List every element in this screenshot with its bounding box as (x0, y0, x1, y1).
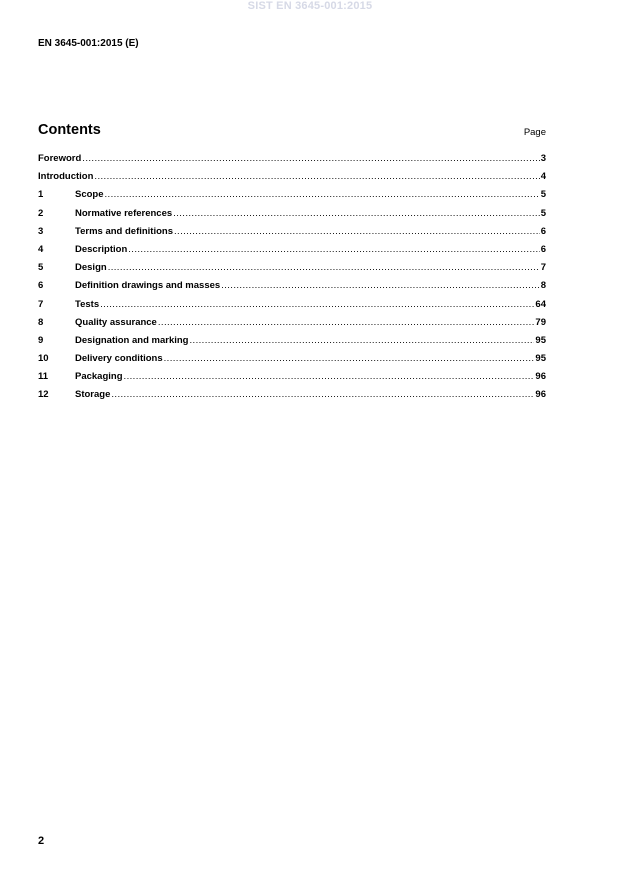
toc-dot-leader (111, 389, 534, 400)
toc-entry-delivery-conditions[interactable] (38, 353, 546, 371)
toc-dot-leader (221, 280, 540, 291)
toc-entry-designation-and-marking[interactable] (38, 335, 546, 353)
toc-entry-definition-drawings-and-masses[interactable] (38, 280, 546, 298)
toc-entry-page: 8 (540, 280, 546, 292)
toc-entry-title: Designation and marking (75, 334, 189, 346)
toc-entry-number: 10 (38, 353, 49, 365)
contents-heading: Contents (38, 122, 101, 138)
toc-entry-terms-and-definitions[interactable] (38, 226, 546, 244)
toc-entry-title: Delivery conditions (75, 353, 163, 365)
toc-entry-design[interactable] (38, 262, 546, 280)
toc-dot-leader (108, 262, 540, 273)
toc-dot-leader (82, 153, 539, 164)
toc-entry-number: 9 (38, 334, 44, 346)
toc-entry-title: Scope (75, 189, 104, 201)
toc-dot-leader (158, 317, 535, 328)
toc-dot-leader (128, 244, 539, 255)
toc-entry-page: 5 (540, 207, 546, 219)
toc-dot-leader (190, 335, 535, 346)
table-of-contents (38, 153, 546, 408)
toc-entry-normative-references[interactable] (38, 208, 546, 226)
toc-dot-leader (173, 208, 540, 219)
toc-entry-foreword[interactable] (38, 153, 546, 171)
toc-entry-storage[interactable] (38, 389, 546, 407)
toc-entry-title: Description (75, 243, 128, 255)
toc-entry-number: 3 (38, 225, 44, 237)
toc-entry-page: 7 (540, 262, 546, 274)
toc-entry-scope[interactable] (38, 189, 546, 207)
toc-entry-quality-assurance[interactable] (38, 317, 546, 335)
toc-entry-tests[interactable] (38, 299, 546, 317)
toc-entry-page: 64 (535, 298, 546, 310)
toc-entry-title: Definition drawings and masses (75, 280, 221, 292)
toc-entry-title: Normative references (75, 207, 173, 219)
toc-entry-introduction[interactable] (38, 171, 546, 189)
toc-entry-title: Introduction (38, 171, 94, 183)
toc-entry-page: 5 (540, 189, 546, 201)
toc-entry-title: Design (75, 262, 107, 274)
toc-entry-title: Storage (75, 389, 111, 401)
toc-entry-page: 96 (535, 371, 546, 383)
toc-entry-number: 7 (38, 298, 44, 310)
toc-entry-page: 95 (535, 334, 546, 346)
toc-entry-page: 6 (540, 225, 546, 237)
toc-entry-title: Tests (75, 298, 100, 310)
toc-entry-number: 5 (38, 262, 44, 274)
toc-dot-leader (105, 189, 540, 200)
toc-entry-number: 1 (38, 189, 44, 201)
toc-entry-number: 6 (38, 280, 44, 292)
toc-entry-page: 6 (540, 243, 546, 255)
toc-entry-number: 8 (38, 316, 44, 328)
toc-entry-page: 95 (535, 353, 546, 365)
toc-entry-number: 4 (38, 243, 44, 255)
toc-entry-page: 96 (535, 389, 546, 401)
document-identifier: EN 3645-001:2015 (E) (38, 38, 139, 49)
watermark-text: SIST EN 3645-001:2015 (247, 0, 373, 12)
toc-entry-packaging[interactable] (38, 371, 546, 389)
toc-entry-page: 4 (540, 171, 546, 183)
toc-entry-page: 79 (535, 316, 546, 328)
toc-entry-number: 2 (38, 207, 44, 219)
toc-entry-page: 3 (540, 153, 546, 164)
toc-entry-title: Foreword (38, 153, 82, 164)
toc-dot-leader (164, 353, 535, 364)
page-column-label: Page (523, 127, 546, 138)
toc-entry-number: 12 (38, 389, 49, 401)
toc-dot-leader (100, 299, 534, 310)
toc-dot-leader (94, 171, 539, 182)
toc-entry-title: Quality assurance (75, 316, 157, 328)
toc-entry-number: 11 (38, 371, 49, 383)
toc-entry-description[interactable] (38, 244, 546, 262)
toc-entry-title: Terms and definitions (75, 225, 174, 237)
toc-entry-title: Packaging (75, 371, 123, 383)
toc-dot-leader (174, 226, 540, 237)
toc-dot-leader (124, 371, 535, 382)
page-number: 2 (38, 835, 45, 847)
